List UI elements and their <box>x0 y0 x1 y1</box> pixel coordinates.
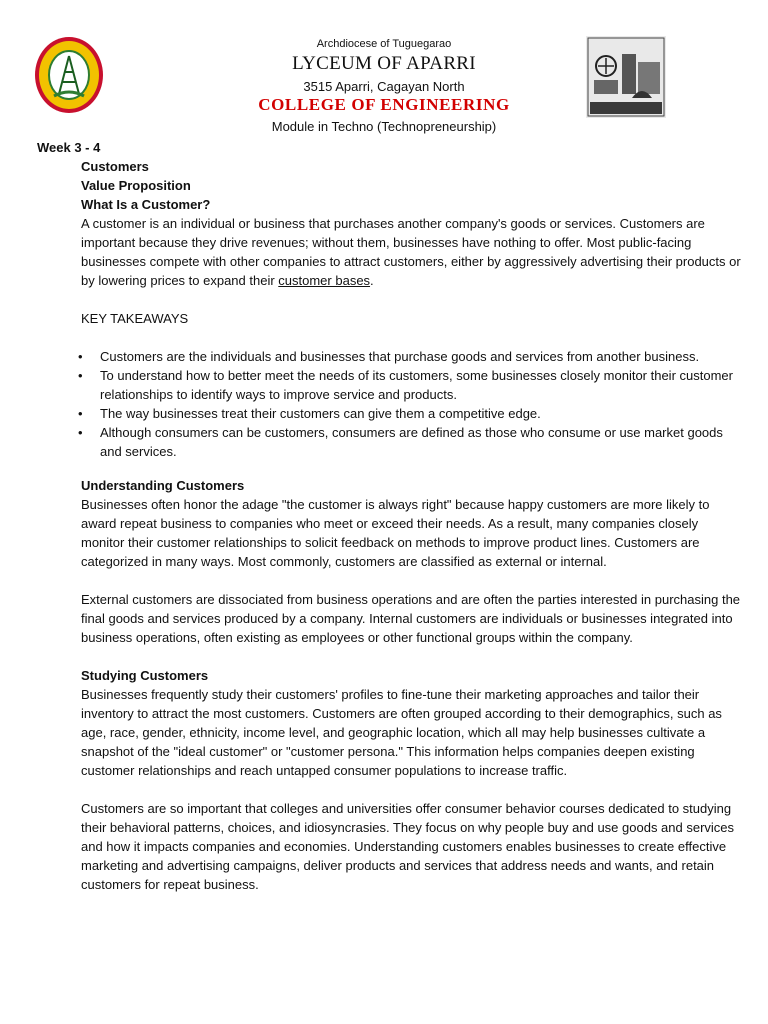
heading-customers: Customers <box>81 159 149 174</box>
document-header <box>0 0 768 140</box>
list-item <box>78 404 741 423</box>
bullet-icon: • <box>78 425 83 440</box>
list-item <box>78 366 741 404</box>
understanding-paragraph-1: Businesses often honor the adage "the customer is always right" because happy customers are more likely to award repeat business to companies who meet or exceed their needs. As a result, many companies closely monitor their customer relationships to solicit feedback on methods to improve product lines. Customers are categorized in many ways. Most commonly, customers are classified as external or internal. <box>81 497 710 569</box>
intro-end: . <box>370 273 374 288</box>
engineering-logo-icon <box>586 36 666 118</box>
bullet-icon: • <box>78 349 83 364</box>
list-item <box>78 423 741 461</box>
bullet-icon: • <box>78 406 83 421</box>
heading-value-proposition: Value Proposition <box>81 178 191 193</box>
customer-bases-link[interactable]: customer bases <box>278 273 371 288</box>
key-takeaways-list <box>78 347 741 461</box>
studying-paragraph-2: Customers are so important that colleges and universities offer consumer behavior courses dedicated to studying their behavioral patterns, choices, and idiosyncrasies. They focus on why people buy and use goods and services and how it impacts companies and economies. Understanding customers enables businesses to create effective marketing and advertising campaigns, deliver products and services that address needs and wants, and retain customers for repeat business. <box>81 801 735 892</box>
heading-understanding-customers: Understanding Customers <box>81 478 245 493</box>
archdiocese-text: Archdiocese of Tuguegarao <box>316 38 452 50</box>
list-item-text: Although consumers can be customers, consumers are defined as those who consume or use market goods and services. <box>100 425 723 459</box>
list-item <box>78 347 741 366</box>
heading-what-is-customer: What Is a Customer? <box>81 197 211 212</box>
week-label: Week 3 - 4 <box>37 140 101 155</box>
intro-paragraph <box>81 214 741 290</box>
key-takeaways-title: KEY TAKEAWAYS <box>81 311 189 326</box>
school-address: 3515 Aparri, Cagayan North <box>303 79 465 94</box>
list-item-text: To understand how to better meet the needs of its customers, some businesses closely monitor their customer relationships to identify ways to improve service and products. <box>100 368 733 402</box>
heading-studying-customers: Studying Customers <box>81 668 209 683</box>
intro-text: A customer is an individual or business that purchases another company's goods or services. Customers are important because they drive revenues; without them, businesses have nothing to offer. Most public-facing businesses compete with other companies to attract customers, either by aggressively advertising their products or by lowering prices to expand their <box>81 216 741 288</box>
module-title: Module in Techno (Technopreneurship) <box>271 119 497 134</box>
school-name: LYCEUM OF APARRI <box>292 53 476 74</box>
list-item-text: Customers are the individuals and businesses that purchase goods and services from another business. <box>100 349 700 364</box>
understanding-paragraph-2: External customers are dissociated from business operations and are often the parties interested in purchasing the final goods and services produced by a company. Internal customers are individuals or businesses integrated into business operations, often existing as employees or other functional groups within the company. <box>81 592 741 645</box>
college-name: COLLEGE OF ENGINEERING <box>258 95 510 114</box>
list-item-text: The way businesses treat their customers can give them a competitive edge. <box>100 406 541 421</box>
studying-paragraph-1: Businesses frequently study their customers' profiles to fine-tune their marketing approaches and tailor their inventory to attract the most customers. Customers are often grouped according to their demographics, such as age, race, gender, ethnicity, income level, and geographic location, which all may help businesses cultivate a snapshot of the "ideal customer" or "customer persona." This information helps companies deepen existing customer relationships and reach untapped consumer populations to increase traffic. <box>81 687 722 778</box>
bullet-icon: • <box>78 368 83 383</box>
